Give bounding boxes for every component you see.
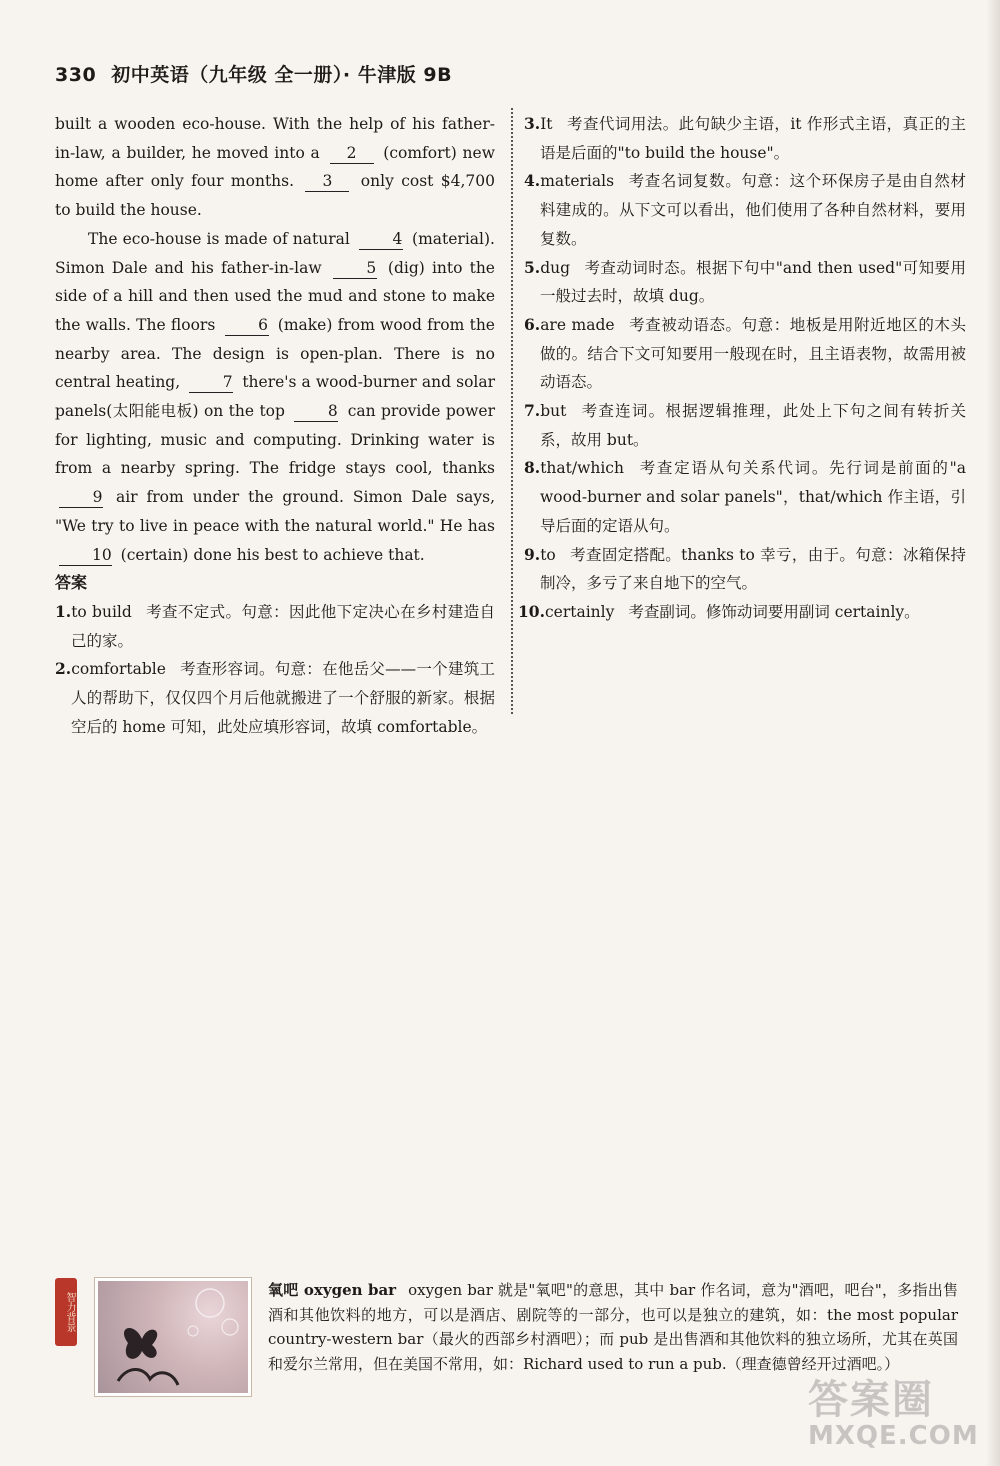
- passage-text: (dig) into the side of a hill and then used the mud and stone to make the walls. The floors: [55, 258, 495, 334]
- answer-number: 8.: [524, 458, 541, 478]
- answer-key: materials: [540, 172, 615, 191]
- watermark-line-1: 答案圈: [808, 1377, 934, 1423]
- answer-explanation: 考查动词时态。根据下句中"and then used"可知要用一般过去时，故填 dug。: [540, 258, 966, 306]
- blank-2: 2: [330, 143, 374, 164]
- blank-4: 4: [359, 229, 403, 250]
- blank-10: 10: [59, 545, 112, 566]
- answer-number: 9.: [524, 544, 541, 564]
- passage-text: only cost $4,700 to build the house.: [55, 172, 495, 220]
- answer-item: [524, 541, 966, 598]
- answer-explanation: 考查代词用法。此句缺少主语，it 作形式主语，真正的主语是后面的"to build the house"。: [540, 115, 966, 162]
- tip-text: [268, 1278, 958, 1376]
- answer-item: [524, 254, 966, 311]
- passage-text: (certain) done his best to achieve that.: [120, 545, 425, 564]
- blank-3: 3: [305, 171, 349, 192]
- passage-text: air from under the ground. Simon Dale says, "We try to live in peace with the natural world." He has: [55, 488, 495, 535]
- answer-number: 5.: [524, 257, 541, 277]
- blank-9: 9: [59, 487, 103, 508]
- answer-key: are made: [540, 315, 615, 334]
- blank-6: 6: [225, 315, 269, 336]
- answer-key: to build: [71, 602, 132, 621]
- passage-text: (comfort) new home after only four months.: [55, 143, 495, 191]
- answer-item: [55, 655, 495, 741]
- answer-item: [524, 110, 966, 167]
- answer-number: 7.: [524, 401, 541, 421]
- answer-explanation: 考查连词。根据逻辑推理，此处上下句之间有转折关系，故用 but。: [540, 402, 966, 449]
- answer-number: 3.: [524, 114, 541, 133]
- bubbles-and-butterfly-icon: [98, 1281, 248, 1393]
- passage-text: (make) from wood from the nearby area. The design is open-plan. There is no central heating,: [55, 315, 495, 392]
- answer-key: to: [540, 545, 556, 564]
- right-column: [518, 110, 966, 627]
- answer-explanation: 考查定语从句关系代词。先行词是前面的"a wood-burner and solar panels"，that/which 作主语，引导后面的定语从句。: [540, 459, 966, 535]
- answers-list-right: [518, 110, 966, 627]
- answer-key: that/which: [540, 459, 624, 478]
- answers-list-left: [55, 598, 495, 742]
- answer-number: 10.: [518, 601, 545, 621]
- passage-text: The eco-house is made of natural: [88, 229, 350, 248]
- answer-item: [518, 598, 966, 627]
- passage-paragraph-2: [55, 225, 495, 569]
- tip-body: oxygen bar 就是"氧吧"的意思，其中 bar 作名词，意为"酒吧，吧台"，多指出售酒和其他饮料的地方，可以是酒店、剧院等的一部分，也可以是独立的建筑，如：the most popular country-western bar（最火的西部乡村酒吧）；而 pub 是出售酒和其他饮料的独立场所，尤其在英国和爱尔兰常用，但在美国不常用，如：Richard used to run a pub.（理查德曾经开过酒吧。）: [268, 1281, 958, 1373]
- answer-number: 4.: [524, 171, 541, 191]
- answer-explanation: 考查形容词。句意：在他岳父——一个建筑工人的帮助下，仅仅四个月后他就搬进了一个舒服的新家。根据空后的 home 可知，此处应填形容词，故填 comfortable。: [71, 660, 495, 736]
- book-title: 初中英语（九年级 全一册）· 牛津版 9B: [111, 64, 453, 86]
- answer-key: but: [540, 402, 567, 421]
- answer-number: 2.: [55, 659, 72, 679]
- tip-illustration: [95, 1278, 251, 1396]
- answer-item: [524, 397, 966, 454]
- answer-item: [524, 311, 966, 397]
- passage-text: built a wooden eco-house. With the help of his father-in-law, a builder, he moved into a: [55, 115, 495, 162]
- answers-heading: 答案: [55, 573, 88, 593]
- answer-key: dug: [540, 258, 571, 277]
- tip-tag: 智力背景: [55, 1278, 77, 1346]
- tip-term: 氧吧 oxygen bar: [268, 1281, 397, 1299]
- watermark: [808, 1378, 988, 1458]
- blank-8: 8: [294, 401, 338, 422]
- passage-text: there's a wood-burner and solar panels(太阳能电板) on the top: [55, 373, 496, 421]
- column-divider: [511, 108, 513, 714]
- answer-number: 6.: [524, 314, 541, 334]
- page-header: [55, 60, 452, 87]
- answer-explanation: 考查不定式。句意：因此他下定决心在乡村建造自己的家。: [71, 602, 495, 650]
- passage-text: can provide power for lighting, music and computing. Drinking water is from a nearby spring. The fridge stays cool, thanks: [55, 402, 495, 478]
- answer-item: [524, 167, 966, 253]
- page-number: 330: [55, 64, 97, 86]
- page-edge-shadow: [986, 0, 1000, 1466]
- answer-explanation: 考查被动语态。句意：地板是用附近地区的木头做的。结合下文可知要用一般现在时，且主语表物，故需用被动语态。: [540, 315, 966, 392]
- blank-7: 7: [189, 372, 233, 393]
- passage-paragraph-1: [55, 110, 495, 225]
- answer-key: comfortable: [71, 660, 166, 679]
- answer-key: certainly: [544, 602, 615, 621]
- answer-explanation: 考查固定搭配。thanks to 幸亏，由于。句意：冰箱保持制冷，多亏了来自地下的空气。: [540, 545, 966, 593]
- left-column: [55, 110, 495, 741]
- answer-explanation: 考查副词。修饰动词要用副词 certainly。: [628, 602, 920, 621]
- answer-explanation: 考查名词复数。句意：这个环保房子是由自然材料建成的。从下文可以看出，他们使用了各种自然材料，要用复数。: [540, 172, 966, 248]
- answer-number: 1.: [55, 601, 72, 621]
- blank-5: 5: [333, 258, 377, 279]
- answer-key: It: [540, 115, 553, 133]
- answer-item: [524, 454, 966, 540]
- passage-text: (material). Simon Dale and his father-in-law: [55, 229, 495, 277]
- answer-item: [55, 598, 495, 655]
- watermark-line-2: MXQE.COM: [808, 1421, 979, 1451]
